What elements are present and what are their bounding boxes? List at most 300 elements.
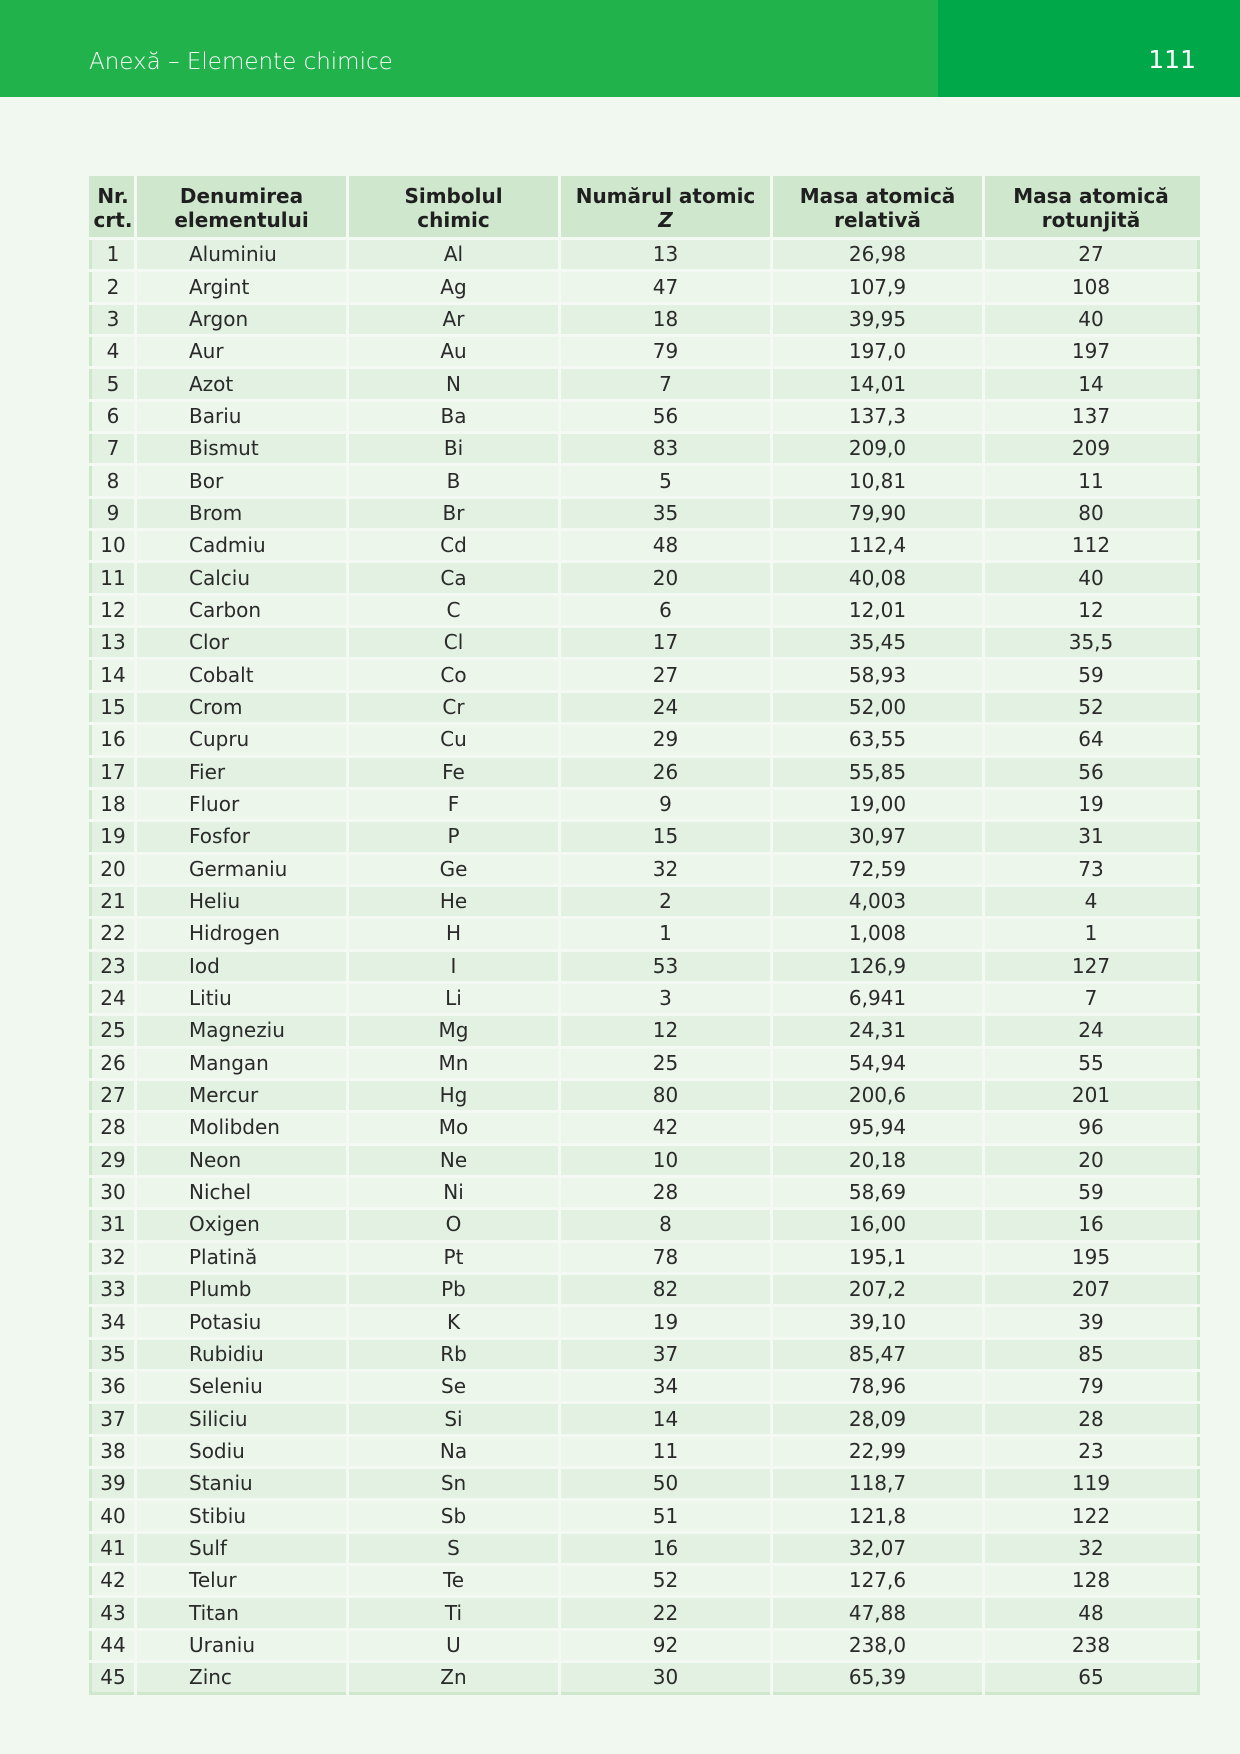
cell-rounded-mass: 11 (984, 465, 1199, 497)
table-row (91, 724, 1199, 756)
cell-symbol: Li (348, 982, 560, 1014)
cell-atomic-number: 16 (560, 1532, 772, 1564)
cell-rounded-mass: 32 (984, 1532, 1199, 1564)
table-row (91, 885, 1199, 917)
cell-name: Platină (136, 1241, 348, 1273)
cell-rounded-mass: 19 (984, 788, 1199, 820)
table-row (91, 1629, 1199, 1661)
cell-atomic-number: 29 (560, 724, 772, 756)
cell-nr: 41 (91, 1532, 136, 1564)
table-row (91, 756, 1199, 788)
table-header (91, 178, 1199, 239)
cell-name: Potasiu (136, 1306, 348, 1338)
table-row (91, 1306, 1199, 1338)
cell-rounded-mass: 40 (984, 562, 1199, 594)
cell-atomic-number: 22 (560, 1597, 772, 1629)
cell-atomic-number: 56 (560, 400, 772, 432)
cell-name: Brom (136, 497, 348, 529)
cell-atomic-number: 34 (560, 1371, 772, 1403)
table-row (91, 950, 1199, 982)
cell-atomic-number: 14 (560, 1403, 772, 1435)
cell-name: Molibden (136, 1112, 348, 1144)
cell-nr: 42 (91, 1565, 136, 1597)
cell-rounded-mass: 108 (984, 271, 1199, 303)
table-row (91, 271, 1199, 303)
cell-rounded-mass: 64 (984, 724, 1199, 756)
cell-rounded-mass: 65 (984, 1662, 1199, 1694)
table-row (91, 1500, 1199, 1532)
table-row (91, 400, 1199, 432)
chemical-elements-table (89, 176, 1200, 1695)
cell-nr: 31 (91, 1209, 136, 1241)
table-row (91, 1241, 1199, 1273)
table-row (91, 368, 1199, 400)
cell-name: Zinc (136, 1662, 348, 1694)
cell-relative-mass: 58,69 (772, 1176, 984, 1208)
cell-nr: 39 (91, 1468, 136, 1500)
cell-rounded-mass: 35,5 (984, 627, 1199, 659)
cell-name: Bismut (136, 433, 348, 465)
cell-rounded-mass: 52 (984, 691, 1199, 723)
cell-rounded-mass: 31 (984, 821, 1199, 853)
table-row (91, 530, 1199, 562)
cell-symbol: Ti (348, 1597, 560, 1629)
table-row (91, 1662, 1199, 1694)
cell-relative-mass: 85,47 (772, 1338, 984, 1370)
cell-atomic-number: 24 (560, 691, 772, 723)
cell-rounded-mass: 201 (984, 1079, 1199, 1111)
cell-atomic-number: 47 (560, 271, 772, 303)
table-row (91, 1403, 1199, 1435)
cell-atomic-number: 5 (560, 465, 772, 497)
cell-symbol: Mo (348, 1112, 560, 1144)
column-header-line: elementului (174, 208, 309, 232)
cell-relative-mass: 238,0 (772, 1629, 984, 1661)
cell-nr: 1 (91, 239, 136, 271)
table-row (91, 1112, 1199, 1144)
table-row (91, 1144, 1199, 1176)
cell-relative-mass: 10,81 (772, 465, 984, 497)
column-header-line: Z (658, 208, 673, 232)
cell-rounded-mass: 39 (984, 1306, 1199, 1338)
cell-rounded-mass: 14 (984, 368, 1199, 400)
table-row (91, 433, 1199, 465)
cell-nr: 2 (91, 271, 136, 303)
cell-atomic-number: 12 (560, 1015, 772, 1047)
table-row (91, 1047, 1199, 1079)
cell-name: Argint (136, 271, 348, 303)
cell-nr: 34 (91, 1306, 136, 1338)
table-row (91, 1079, 1199, 1111)
cell-symbol: C (348, 594, 560, 626)
cell-relative-mass: 121,8 (772, 1500, 984, 1532)
table-row (91, 1435, 1199, 1467)
cell-name: Magneziu (136, 1015, 348, 1047)
cell-nr: 7 (91, 433, 136, 465)
cell-name: Sulf (136, 1532, 348, 1564)
cell-relative-mass: 107,9 (772, 271, 984, 303)
cell-name: Germaniu (136, 853, 348, 885)
cell-atomic-number: 10 (560, 1144, 772, 1176)
cell-symbol: F (348, 788, 560, 820)
column-header-line: Simbolul (404, 184, 503, 208)
cell-symbol: Zn (348, 1662, 560, 1694)
cell-relative-mass: 197,0 (772, 336, 984, 368)
cell-name: Cobalt (136, 659, 348, 691)
cell-name: Nichel (136, 1176, 348, 1208)
cell-name: Fosfor (136, 821, 348, 853)
cell-nr: 18 (91, 788, 136, 820)
cell-atomic-number: 9 (560, 788, 772, 820)
cell-symbol: Ge (348, 853, 560, 885)
cell-relative-mass: 26,98 (772, 239, 984, 271)
cell-nr: 13 (91, 627, 136, 659)
cell-relative-mass: 39,95 (772, 303, 984, 335)
cell-atomic-number: 83 (560, 433, 772, 465)
cell-nr: 27 (91, 1079, 136, 1111)
table-row (91, 1338, 1199, 1370)
cell-name: Cupru (136, 724, 348, 756)
cell-name: Litiu (136, 982, 348, 1014)
cell-atomic-number: 26 (560, 756, 772, 788)
cell-symbol: Mg (348, 1015, 560, 1047)
table-row (91, 1371, 1199, 1403)
table-row (91, 788, 1199, 820)
cell-relative-mass: 32,07 (772, 1532, 984, 1564)
cell-relative-mass: 6,941 (772, 982, 984, 1014)
cell-symbol: B (348, 465, 560, 497)
cell-nr: 3 (91, 303, 136, 335)
cell-name: Aur (136, 336, 348, 368)
cell-symbol: Hg (348, 1079, 560, 1111)
cell-atomic-number: 6 (560, 594, 772, 626)
cell-relative-mass: 118,7 (772, 1468, 984, 1500)
cell-nr: 25 (91, 1015, 136, 1047)
cell-rounded-mass: 1 (984, 918, 1199, 950)
table-row (91, 465, 1199, 497)
cell-rounded-mass: 137 (984, 400, 1199, 432)
cell-name: Titan (136, 1597, 348, 1629)
column-header-line: rotunjită (1041, 208, 1141, 232)
cell-nr: 20 (91, 853, 136, 885)
cell-symbol: Sb (348, 1500, 560, 1532)
cell-nr: 10 (91, 530, 136, 562)
cell-relative-mass: 30,97 (772, 821, 984, 853)
cell-name: Bor (136, 465, 348, 497)
column-header-line: Masa atomică (1013, 184, 1169, 208)
cell-atomic-number: 27 (560, 659, 772, 691)
page-number: 111 (1148, 45, 1196, 74)
cell-nr: 36 (91, 1371, 136, 1403)
cell-nr: 11 (91, 562, 136, 594)
cell-name: Siliciu (136, 1403, 348, 1435)
cell-rounded-mass: 24 (984, 1015, 1199, 1047)
table-row (91, 982, 1199, 1014)
cell-atomic-number: 8 (560, 1209, 772, 1241)
cell-name: Oxigen (136, 1209, 348, 1241)
cell-rounded-mass: 16 (984, 1209, 1199, 1241)
cell-symbol: Bi (348, 433, 560, 465)
table-row (91, 691, 1199, 723)
cell-symbol: Se (348, 1371, 560, 1403)
cell-name: Clor (136, 627, 348, 659)
cell-atomic-number: 52 (560, 1565, 772, 1597)
table-row (91, 562, 1199, 594)
cell-atomic-number: 48 (560, 530, 772, 562)
cell-symbol: Si (348, 1403, 560, 1435)
cell-rounded-mass: 28 (984, 1403, 1199, 1435)
cell-atomic-number: 79 (560, 336, 772, 368)
cell-relative-mass: 40,08 (772, 562, 984, 594)
cell-relative-mass: 16,00 (772, 1209, 984, 1241)
cell-nr: 40 (91, 1500, 136, 1532)
cell-nr: 32 (91, 1241, 136, 1273)
cell-name: Aluminiu (136, 239, 348, 271)
cell-atomic-number: 53 (560, 950, 772, 982)
cell-atomic-number: 7 (560, 368, 772, 400)
cell-nr: 35 (91, 1338, 136, 1370)
cell-symbol: Cl (348, 627, 560, 659)
cell-atomic-number: 92 (560, 1629, 772, 1661)
cell-atomic-number: 28 (560, 1176, 772, 1208)
cell-name: Argon (136, 303, 348, 335)
cell-symbol: P (348, 821, 560, 853)
cell-name: Azot (136, 368, 348, 400)
cell-atomic-number: 13 (560, 239, 772, 271)
cell-name: Seleniu (136, 1371, 348, 1403)
cell-relative-mass: 112,4 (772, 530, 984, 562)
cell-nr: 30 (91, 1176, 136, 1208)
cell-rounded-mass: 59 (984, 1176, 1199, 1208)
cell-relative-mass: 14,01 (772, 368, 984, 400)
cell-symbol: He (348, 885, 560, 917)
cell-relative-mass: 126,9 (772, 950, 984, 982)
cell-rounded-mass: 128 (984, 1565, 1199, 1597)
cell-atomic-number: 51 (560, 1500, 772, 1532)
table-row (91, 659, 1199, 691)
cell-rounded-mass: 127 (984, 950, 1199, 982)
header-title: Anexă – Elemente chimice (89, 49, 393, 75)
cell-symbol: Al (348, 239, 560, 271)
cell-atomic-number: 1 (560, 918, 772, 950)
cell-atomic-number: 19 (560, 1306, 772, 1338)
cell-symbol: Te (348, 1565, 560, 1597)
column-header-line: relativă (834, 208, 921, 232)
cell-nr: 8 (91, 465, 136, 497)
column-header-symbol (348, 178, 560, 239)
cell-rounded-mass: 23 (984, 1435, 1199, 1467)
table-row (91, 1468, 1199, 1500)
cell-symbol: Ba (348, 400, 560, 432)
cell-atomic-number: 32 (560, 853, 772, 885)
cell-atomic-number: 37 (560, 1338, 772, 1370)
table-row (91, 239, 1199, 271)
cell-name: Telur (136, 1565, 348, 1597)
cell-relative-mass: 207,2 (772, 1274, 984, 1306)
cell-atomic-number: 78 (560, 1241, 772, 1273)
cell-relative-mass: 79,90 (772, 497, 984, 529)
cell-rounded-mass: 207 (984, 1274, 1199, 1306)
cell-symbol: Sn (348, 1468, 560, 1500)
table-row (91, 1209, 1199, 1241)
column-header-atomic-number (560, 178, 772, 239)
column-header-relative-mass (772, 178, 984, 239)
cell-rounded-mass: 73 (984, 853, 1199, 885)
column-header-name (136, 178, 348, 239)
cell-nr: 29 (91, 1144, 136, 1176)
table-row (91, 1015, 1199, 1047)
cell-relative-mass: 1,008 (772, 918, 984, 950)
cell-relative-mass: 63,55 (772, 724, 984, 756)
cell-symbol: Pb (348, 1274, 560, 1306)
cell-atomic-number: 50 (560, 1468, 772, 1500)
cell-symbol: K (348, 1306, 560, 1338)
cell-atomic-number: 11 (560, 1435, 772, 1467)
column-header-rounded-mass (984, 178, 1199, 239)
cell-atomic-number: 3 (560, 982, 772, 1014)
cell-nr: 9 (91, 497, 136, 529)
cell-rounded-mass: 27 (984, 239, 1199, 271)
cell-nr: 16 (91, 724, 136, 756)
table-row (91, 1176, 1199, 1208)
cell-nr: 15 (91, 691, 136, 723)
cell-nr: 37 (91, 1403, 136, 1435)
cell-symbol: Rb (348, 1338, 560, 1370)
column-header-line: chimic (417, 208, 490, 232)
cell-nr: 6 (91, 400, 136, 432)
cell-rounded-mass: 7 (984, 982, 1199, 1014)
cell-nr: 24 (91, 982, 136, 1014)
table-row (91, 1565, 1199, 1597)
cell-name: Hidrogen (136, 918, 348, 950)
cell-nr: 44 (91, 1629, 136, 1661)
cell-name: Plumb (136, 1274, 348, 1306)
cell-symbol: U (348, 1629, 560, 1661)
cell-rounded-mass: 48 (984, 1597, 1199, 1629)
cell-symbol: Mn (348, 1047, 560, 1079)
cell-atomic-number: 82 (560, 1274, 772, 1306)
cell-relative-mass: 24,31 (772, 1015, 984, 1047)
table-row (91, 336, 1199, 368)
table-row (91, 821, 1199, 853)
cell-nr: 38 (91, 1435, 136, 1467)
cell-symbol: I (348, 950, 560, 982)
cell-rounded-mass: 20 (984, 1144, 1199, 1176)
page-header (0, 0, 1240, 97)
cell-nr: 14 (91, 659, 136, 691)
cell-name: Neon (136, 1144, 348, 1176)
cell-symbol: Ni (348, 1176, 560, 1208)
cell-relative-mass: 58,93 (772, 659, 984, 691)
cell-relative-mass: 12,01 (772, 594, 984, 626)
cell-name: Bariu (136, 400, 348, 432)
cell-rounded-mass: 209 (984, 433, 1199, 465)
cell-nr: 23 (91, 950, 136, 982)
cell-relative-mass: 54,94 (772, 1047, 984, 1079)
cell-name: Sodiu (136, 1435, 348, 1467)
cell-rounded-mass: 197 (984, 336, 1199, 368)
cell-symbol: Co (348, 659, 560, 691)
cell-atomic-number: 42 (560, 1112, 772, 1144)
cell-symbol: Ar (348, 303, 560, 335)
cell-rounded-mass: 238 (984, 1629, 1199, 1661)
table-row (91, 627, 1199, 659)
column-header-line: Denumirea (179, 184, 304, 208)
cell-relative-mass: 78,96 (772, 1371, 984, 1403)
cell-relative-mass: 55,85 (772, 756, 984, 788)
cell-relative-mass: 28,09 (772, 1403, 984, 1435)
table-row (91, 918, 1199, 950)
table-row (91, 594, 1199, 626)
cell-rounded-mass: 4 (984, 885, 1199, 917)
cell-name: Mangan (136, 1047, 348, 1079)
cell-relative-mass: 195,1 (772, 1241, 984, 1273)
cell-rounded-mass: 80 (984, 497, 1199, 529)
cell-nr: 26 (91, 1047, 136, 1079)
table-row (91, 853, 1199, 885)
cell-relative-mass: 47,88 (772, 1597, 984, 1629)
cell-relative-mass: 72,59 (772, 853, 984, 885)
cell-atomic-number: 2 (560, 885, 772, 917)
cell-rounded-mass: 79 (984, 1371, 1199, 1403)
cell-atomic-number: 17 (560, 627, 772, 659)
cell-nr: 12 (91, 594, 136, 626)
cell-name: Rubidiu (136, 1338, 348, 1370)
cell-nr: 5 (91, 368, 136, 400)
table-row (91, 1274, 1199, 1306)
cell-nr: 4 (91, 336, 136, 368)
cell-relative-mass: 95,94 (772, 1112, 984, 1144)
cell-name: Staniu (136, 1468, 348, 1500)
cell-symbol: Pt (348, 1241, 560, 1273)
cell-name: Iod (136, 950, 348, 982)
cell-atomic-number: 80 (560, 1079, 772, 1111)
cell-relative-mass: 20,18 (772, 1144, 984, 1176)
cell-relative-mass: 52,00 (772, 691, 984, 723)
cell-name: Uraniu (136, 1629, 348, 1661)
table-row (91, 497, 1199, 529)
cell-rounded-mass: 112 (984, 530, 1199, 562)
cell-relative-mass: 22,99 (772, 1435, 984, 1467)
table-row (91, 303, 1199, 335)
cell-symbol: N (348, 368, 560, 400)
table-row (91, 1532, 1199, 1564)
cell-relative-mass: 35,45 (772, 627, 984, 659)
table-body (91, 239, 1199, 1694)
cell-name: Stibiu (136, 1500, 348, 1532)
cell-atomic-number: 25 (560, 1047, 772, 1079)
column-header-line: crt. (93, 208, 133, 232)
cell-nr: 28 (91, 1112, 136, 1144)
cell-nr: 43 (91, 1597, 136, 1629)
cell-name: Crom (136, 691, 348, 723)
cell-name: Fier (136, 756, 348, 788)
cell-symbol: Cd (348, 530, 560, 562)
cell-name: Calciu (136, 562, 348, 594)
cell-symbol: Ag (348, 271, 560, 303)
cell-nr: 33 (91, 1274, 136, 1306)
column-header-line: Nr. (97, 184, 129, 208)
cell-symbol: Au (348, 336, 560, 368)
column-header-nr (91, 178, 136, 239)
column-header-line: Numărul atomic (575, 184, 756, 208)
cell-rounded-mass: 56 (984, 756, 1199, 788)
cell-relative-mass: 19,00 (772, 788, 984, 820)
cell-atomic-number: 15 (560, 821, 772, 853)
cell-atomic-number: 30 (560, 1662, 772, 1694)
cell-rounded-mass: 122 (984, 1500, 1199, 1532)
cell-relative-mass: 4,003 (772, 885, 984, 917)
